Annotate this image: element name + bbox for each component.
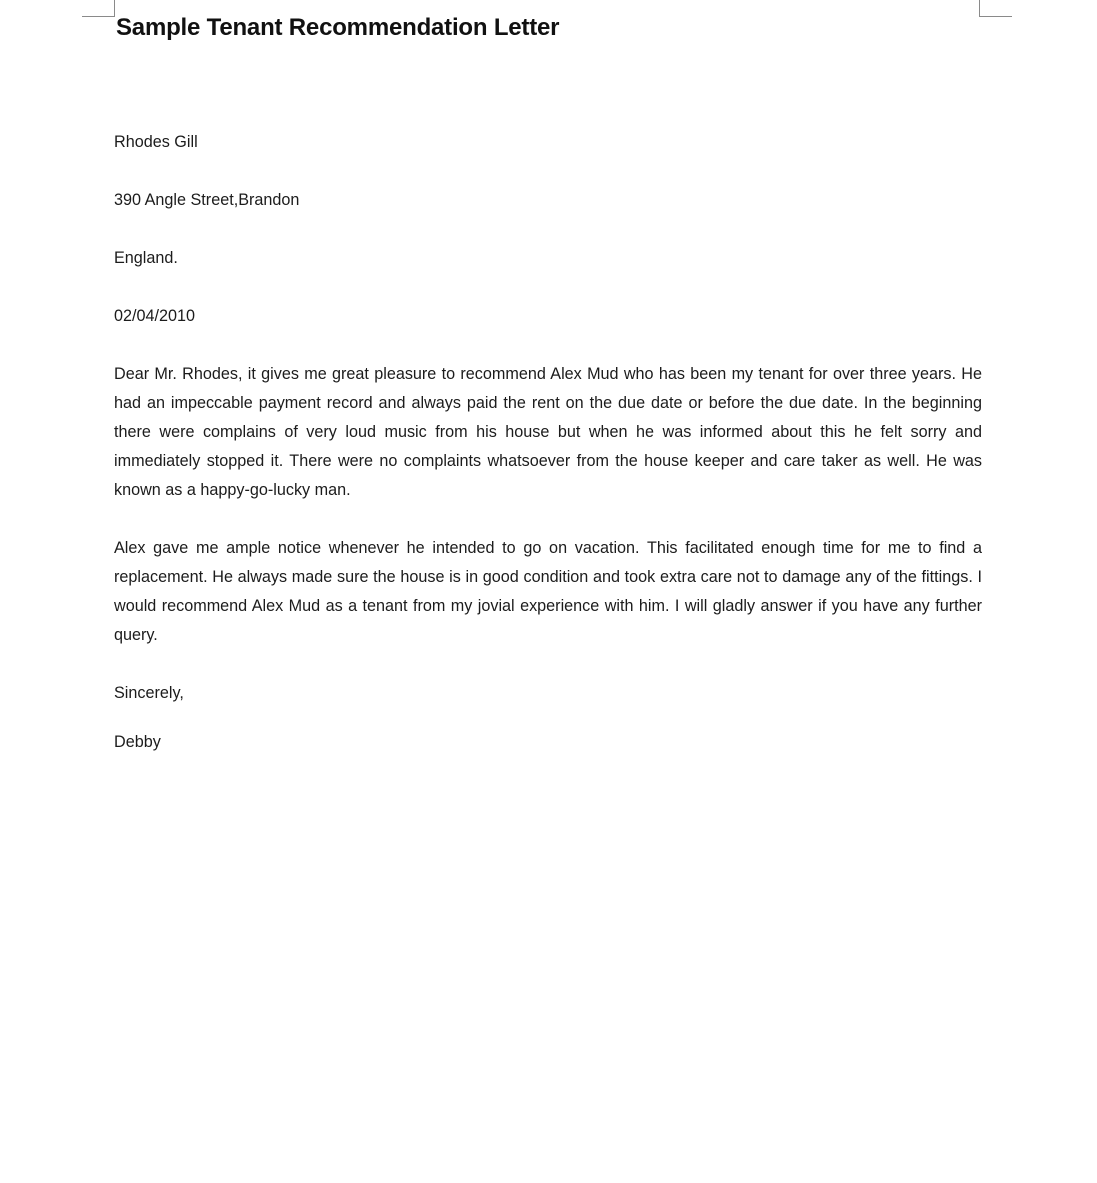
closing: Sincerely, bbox=[114, 684, 184, 702]
signature: Debby bbox=[114, 733, 161, 751]
crop-mark-left bbox=[82, 0, 115, 17]
crop-mark-right bbox=[979, 0, 1012, 17]
document-title: Sample Tenant Recommendation Letter bbox=[116, 14, 560, 41]
body-paragraph-2: Alex gave me ample notice whenever he intended to go on vacation. This facilitated enough time for me to find a replacement. He always made sure the house is in good condition and took extra care not to damage any of the fittings. I would recommend Alex Mud as a tenant from my jovial experience with him. I will gladly answer if you have any further query. bbox=[114, 539, 982, 644]
letter-date: 02/04/2010 bbox=[114, 307, 196, 325]
body-paragraph-1: Dear Mr. Rhodes, it gives me great pleasure to recommend Alex Mud who has been my tenant for over three years. He had an impeccable payment record and always paid the rent on the due date or before the due date. In the beginning there were complains of very loud music from his house but when he was informed about this he felt sorry and immediately stopped it. There were no complaints whatsoever from the house keeper and care taker as well. He was known as a happy-go-lucky man. bbox=[114, 365, 982, 499]
letter-body bbox=[114, 128, 982, 786]
sender-name: Rhodes Gill bbox=[114, 133, 198, 151]
address-street: 390 Angle Street,Brandon bbox=[114, 191, 300, 209]
address-country: England. bbox=[114, 249, 178, 267]
